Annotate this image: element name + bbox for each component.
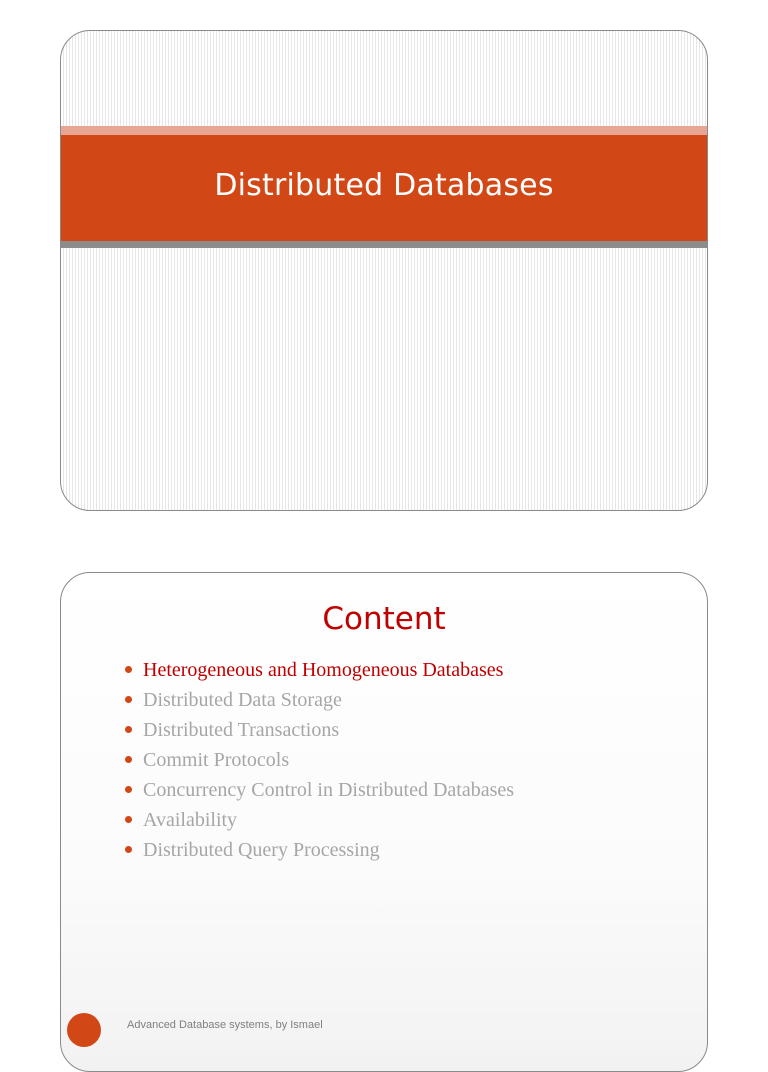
slide-title: Distributed Databases [214,167,554,203]
title-band [61,135,707,241]
bullet-icon [125,696,132,703]
list-item [125,685,514,715]
bullet-icon [125,846,132,853]
list-item-label: Commit Protocols [143,749,290,771]
bullet-icon [125,726,132,733]
content-heading: Content [322,601,446,637]
list-item [125,715,514,745]
list-item-label: Distributed Data Storage [143,689,342,711]
list-item-label: Availability [143,809,238,831]
title-slide [60,30,708,511]
list-item [125,775,514,805]
slide-number-badge [67,1013,101,1047]
content-list [125,655,514,865]
list-item-label: Distributed Query Processing [143,839,380,861]
bullet-icon [125,786,132,793]
title-top-stripe [61,126,707,135]
bullet-icon [125,756,132,763]
title-bottom-stripe [61,241,707,248]
list-item-label: Distributed Transactions [143,719,340,741]
bullet-icon [125,816,132,823]
list-item [125,655,514,685]
list-item-label: Heterogeneous and Homogeneous Databases [143,659,504,681]
list-item [125,745,514,775]
list-item [125,805,514,835]
list-item-label: Concurrency Control in Distributed Databases [143,779,515,801]
list-item [125,835,514,865]
bullet-icon [125,666,132,673]
content-slide [60,572,708,1072]
slide-footer-text: Advanced Database systems, by Ismael [127,1019,323,1031]
